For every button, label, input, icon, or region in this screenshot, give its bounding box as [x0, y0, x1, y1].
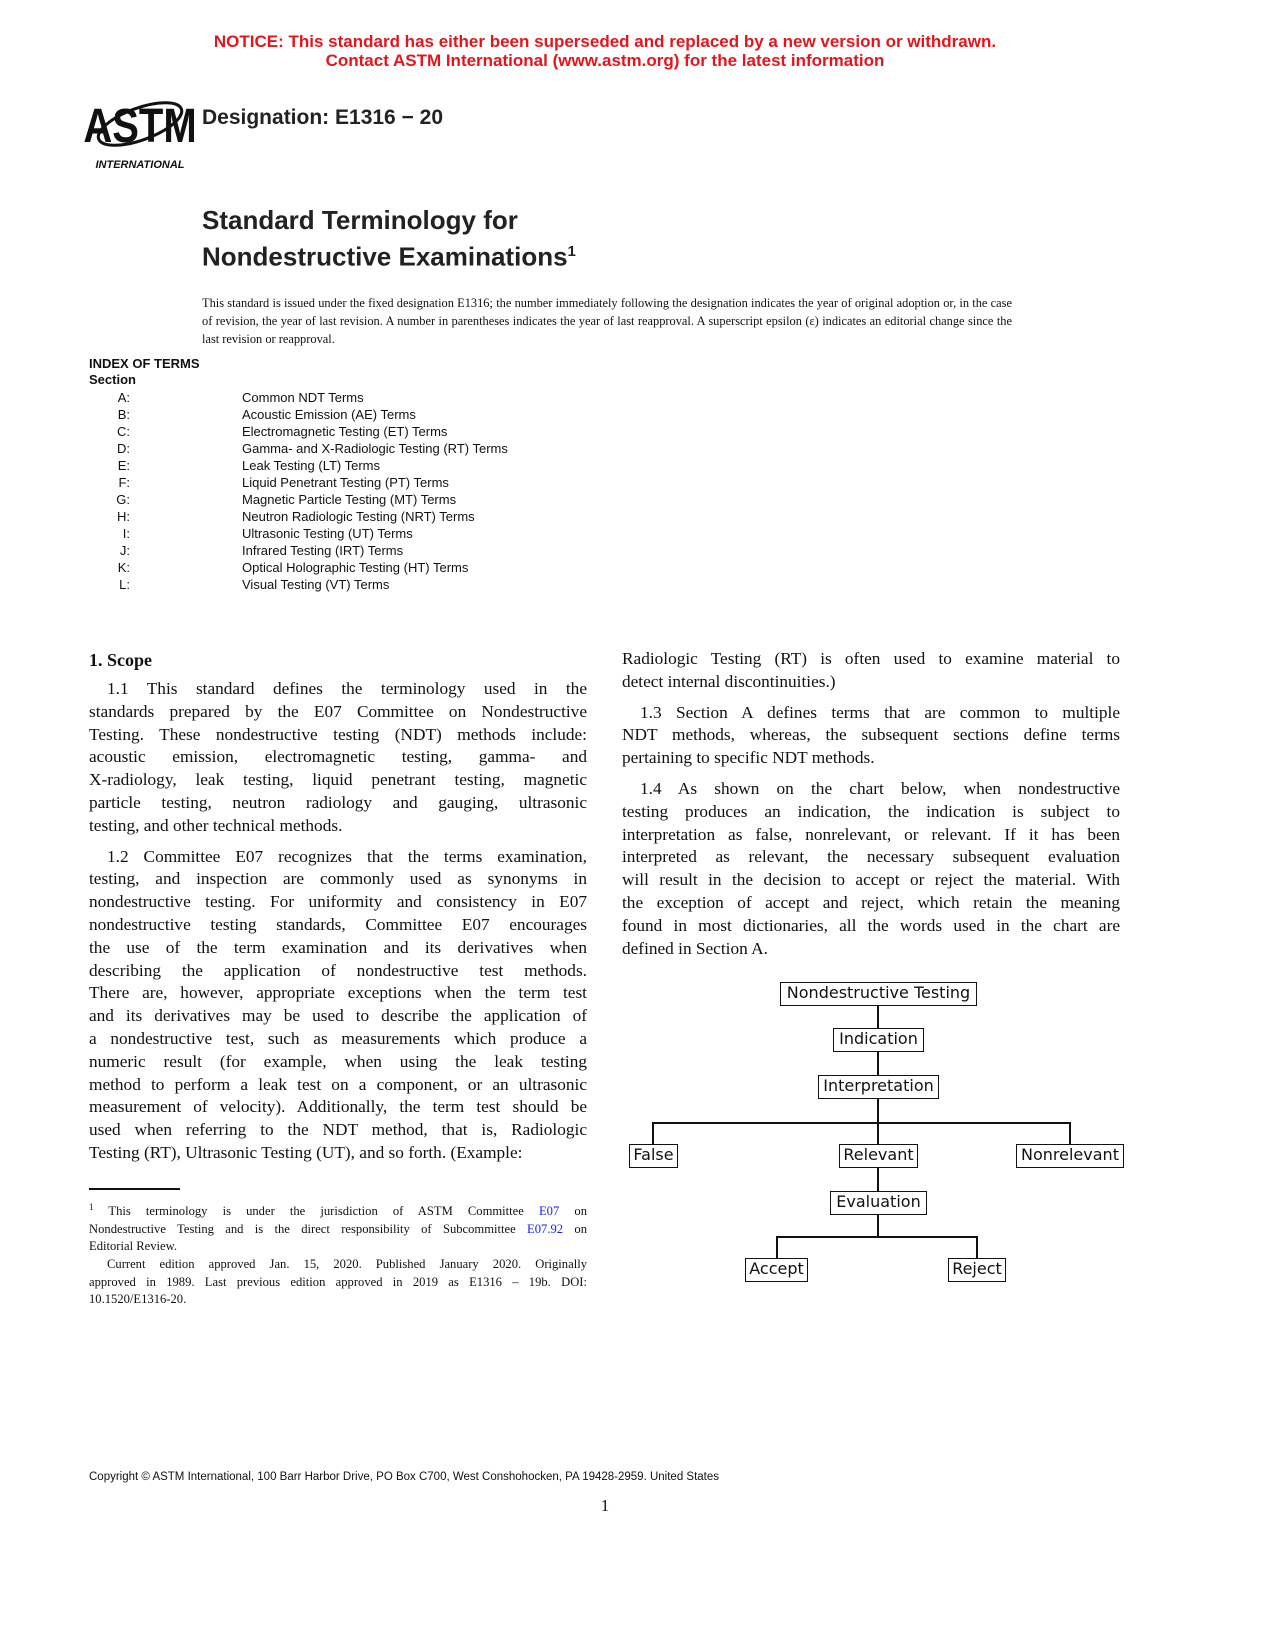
text-line: Testing (RT), Ultrasonic Testing (UT), and so forth. (Example: — [89, 1142, 523, 1162]
paragraph — [622, 778, 1120, 960]
footnote-edition — [89, 1256, 587, 1309]
right-paragraphs — [622, 648, 1120, 960]
node-reject: Reject — [948, 1258, 1006, 1282]
node-interpretation: Interpretation — [818, 1075, 939, 1099]
node-nonrelevant: Nonrelevant — [1016, 1144, 1124, 1168]
connector — [877, 1167, 879, 1191]
index-letter: F: — [118, 475, 130, 490]
page-number: 1 — [600, 1496, 610, 1515]
footnote-text: Editorial Review. — [89, 1239, 178, 1254]
svg-text:ASTM: ASTM — [83, 99, 197, 153]
index-letter: B: — [117, 407, 130, 422]
node-false: False — [629, 1144, 678, 1168]
connector — [877, 1214, 879, 1237]
text-line: nondestructive testing standards, Committee E07 encourages — [89, 914, 587, 934]
paragraph — [622, 648, 1120, 694]
text-line: and its derivatives may be used to describe the application of — [89, 1006, 587, 1026]
connector — [877, 1005, 879, 1028]
footnote-divider — [89, 1188, 180, 1190]
text-line: found in most dictionaries, all the words used in the chart are — [622, 915, 1120, 935]
connector — [776, 1236, 778, 1258]
index-letter: L: — [119, 577, 130, 592]
title-line-2: Nondestructive Examinations — [202, 241, 568, 272]
index-letter: K: — [117, 560, 130, 575]
footnotes — [89, 1199, 587, 1309]
node-relevant: Relevant — [839, 1144, 918, 1168]
footnote-text: on — [559, 1204, 587, 1219]
text-line: interpreted as relevant, the necessary subsequent evaluation — [622, 847, 1120, 867]
index-letter: E: — [117, 458, 130, 473]
astm-logo — [83, 82, 197, 172]
text-line: standards prepared by the E07 Committee on Nondestructive — [89, 701, 587, 721]
notice-line-1: NOTICE: This standard has either been superseded and replaced by a new version or withdrawn. — [213, 32, 997, 51]
text-line: defined in Section A. — [622, 938, 768, 958]
text-line: Radiologic Testing (RT) is often used to examine material to — [622, 649, 1120, 668]
text-line: measurement of velocity). Additionally, the term test should be — [89, 1097, 587, 1117]
text-line: NDT methods, whereas, the subsequent sections define terms — [622, 725, 1120, 745]
connector — [652, 1122, 1071, 1124]
title-footnote-mark: 1 — [567, 243, 576, 260]
index-label: Ultrasonic Testing (UT) Terms — [242, 526, 413, 541]
text-line: detect internal discontinuities.) — [622, 671, 836, 691]
index-label: Optical Holographic Testing (HT) Terms — [242, 560, 469, 575]
index-label: Electromagnetic Testing (ET) Terms — [242, 424, 448, 439]
text-line: a nondestructive test, such as measurements which produce a — [89, 1028, 587, 1048]
text-line: particle testing, neutron radiology and gauging, ultrasonic — [89, 792, 587, 812]
connector — [1069, 1122, 1071, 1144]
connector — [877, 1051, 879, 1075]
node-indication: Indication — [833, 1028, 924, 1052]
index-label: Visual Testing (VT) Terms — [242, 577, 390, 592]
index-letter: C: — [117, 424, 130, 439]
copyright: Copyright © ASTM International, 100 Barr Harbor Drive, PO Box C700, West Conshohocken, PA 19428-2959. United States — [89, 1471, 720, 1483]
index-letter: H: — [117, 509, 130, 524]
footnote-text: on — [563, 1221, 588, 1236]
node-evaluation: Evaluation — [830, 1191, 927, 1215]
text-line: the exception of accept and reject, which retain the meaning — [622, 892, 1120, 912]
index-section-label: Section — [89, 372, 136, 387]
text-line: Testing. These nondestructive testing (NDT) methods include: — [89, 724, 587, 744]
connector — [652, 1122, 654, 1144]
paragraph — [622, 702, 1120, 770]
text-line: testing produces an indication, the indication is subject to — [622, 801, 1120, 821]
index-label: Common NDT Terms — [242, 390, 364, 405]
index-label: Acoustic Emission (AE) Terms — [242, 407, 416, 422]
text-line: X-radiology, leak testing, liquid penetrant testing, magnetic — [89, 770, 587, 790]
index-label: Magnetic Particle Testing (MT) Terms — [242, 492, 457, 507]
text-line: 1.3 Section A defines terms that are common to multiple — [640, 702, 1120, 722]
text-line: 1.4 As shown on the chart below, when nondestructive — [640, 778, 1120, 798]
index-letter: I: — [122, 526, 130, 541]
text-line: will result in the decision to accept or reject the material. With — [622, 870, 1120, 890]
footnote-text: This terminology is under the jurisdiction of ASTM Committee — [93, 1204, 539, 1219]
index-label: Infrared Testing (IRT) Terms — [242, 543, 404, 558]
paragraph — [89, 678, 587, 838]
text-line: describing the application of nondestructive test methods. — [89, 960, 587, 980]
text-line: 1.2 Committee E07 recognizes that the terms examination, — [107, 846, 587, 866]
index-title: INDEX OF TERMS — [89, 356, 200, 371]
text-line: nondestructive testing. For uniformity and consistency in E07 — [89, 892, 587, 912]
text-line: 1.1 This standard defines the terminology used in the — [107, 679, 587, 698]
paragraph — [89, 846, 587, 1165]
connector — [877, 1098, 879, 1144]
connector — [976, 1236, 978, 1258]
text-line: the use of the term examination and its derivatives when — [89, 937, 587, 957]
text-line: numeric result (for example, when using the leak testing — [89, 1051, 587, 1071]
index-letter: D: — [117, 441, 130, 456]
node-accept: Accept — [745, 1258, 808, 1282]
node-nondestructive-testing: Nondestructive Testing — [780, 982, 977, 1006]
index-label: Neutron Radiologic Testing (NRT) Terms — [242, 509, 475, 524]
svg-text:INTERNATIONAL: INTERNATIONAL — [95, 159, 185, 171]
index-heading — [89, 356, 200, 388]
footnote-mark: 1 — [89, 1202, 94, 1212]
title-line-1: Standard Terminology for — [202, 205, 518, 235]
footnote-text: approved in 1989. Last previous edition approved in 2019 as E1316 – 19b. DOI: — [89, 1274, 587, 1289]
right-column — [622, 648, 1120, 968]
text-line: testing, and other technical methods. — [89, 815, 343, 835]
footnote-text: Current edition approved Jan. 15, 2020. Published January 2020. Originally — [107, 1256, 587, 1271]
index-label: Liquid Penetrant Testing (PT) Terms — [242, 475, 449, 490]
index-label: Gamma- and X-Radiologic Testing (RT) Terms — [242, 441, 508, 456]
left-column — [89, 648, 587, 1173]
text-line: There are, however, appropriate exceptions when the term test — [89, 983, 587, 1003]
withdrawal-notice — [0, 32, 1210, 70]
document-title — [202, 205, 576, 273]
subcommittee-e0792-link[interactable]: E07.92 — [527, 1221, 564, 1236]
index-letter: A: — [117, 390, 130, 405]
footnote-text: Nondestructive Testing and is the direct responsibility of Subcommittee — [89, 1221, 528, 1236]
index-label: Leak Testing (LT) Terms — [242, 458, 380, 473]
issued-note: This standard is issued under the fixed designation E1316; the number immediately following the designation indicates the year of original adoption or, in the case of revision, the year of last revision. A number in parentheses indicates the year of last reapproval. A superscript epsilon (ε) indicates an editorial change since the last revision or reapproval. — [202, 296, 1012, 346]
left-paragraphs — [89, 678, 587, 1165]
index-letter: J: — [119, 543, 130, 558]
text-line: pertaining to specific NDT methods. — [622, 748, 875, 768]
footnote-text: 10.1520/E1316-20. — [89, 1292, 187, 1307]
designation: Designation: E1316 − 20 — [202, 106, 444, 129]
text-line: testing, and inspection are commonly used as synonyms in — [89, 869, 587, 889]
committee-e07-link[interactable]: E07 — [538, 1204, 560, 1219]
index-letter: G: — [116, 492, 130, 507]
scope-heading: 1. Scope — [89, 650, 152, 670]
text-line: used when referring to the NDT method, that is, Radiologic — [89, 1120, 587, 1140]
text-line: method to perform a leak test on a component, or an ultrasonic — [89, 1074, 587, 1094]
notice-line-2: Contact ASTM International (www.astm.org) for the latest information — [325, 51, 885, 70]
connector — [776, 1236, 978, 1238]
text-line: acoustic emission, electromagnetic testing, gamma- and — [89, 747, 587, 767]
text-line: interpretation as false, nonrelevant, or relevant. If it has been — [622, 824, 1120, 844]
